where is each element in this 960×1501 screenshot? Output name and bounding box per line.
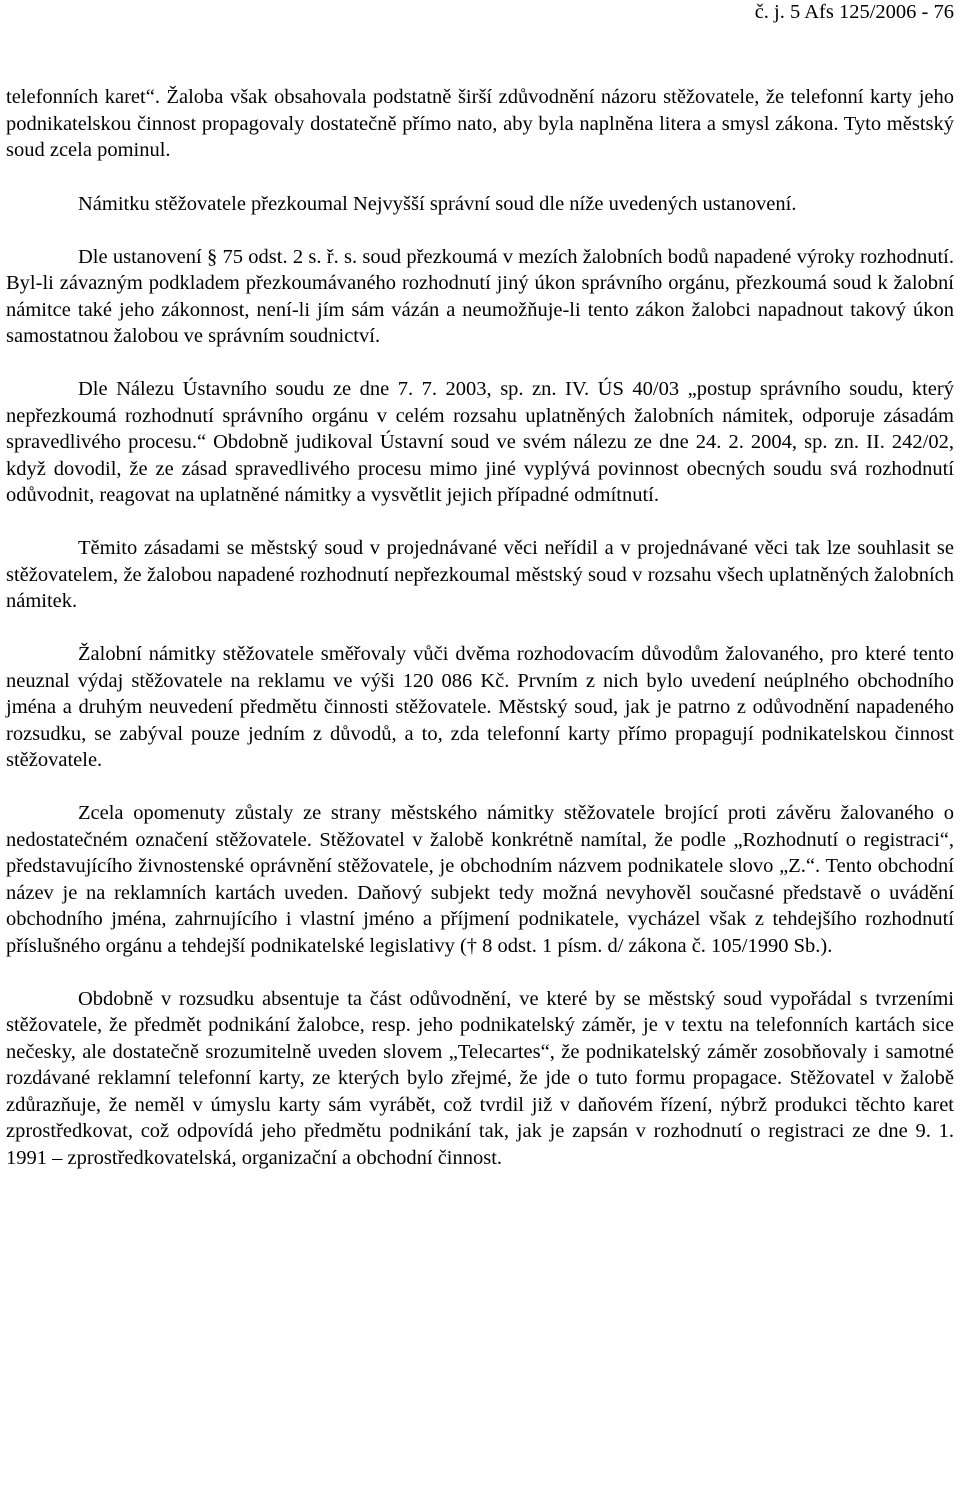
paragraph: Zcela opomenuty zůstaly ze strany městského námitky stěžovatele brojící proti závěru žalovaného o nedostatečném označení stěžovatele. Stěžovatel v žalobě konkrétně namítal, že podle „Rozhodnutí o registraci“, představujícího živnostenské oprávnění stěžovatele, je obchodním názvem podnikatele slovo „Z.“. Tento obchodní název je na reklamních kartách uveden. Daňový subjekt tedy možná nevyhověl současné představě o uvádění obchodního jména, zahrnujícího i vlastní jméno a příjmení podnikatele, vycházel však z tehdejšího rozhodnutí příslušného orgánu a tehdejší podnikatelské legislativy († 8 odst. 1 písm. d/ zákona č. 105/1990 Sb.).	[6, 802, 954, 957]
paragraph: Dle ustanovení § 75 odst. 2 s. ř. s. soud přezkoumá v mezích žalobních bodů napadené výroky rozhodnutí. Byl-li závazným podkladem přezkoumávaného rozhodnutí jiný úkon správního orgánu, přezkoumá soud k žalobní námitce také jeho zákonnost, není-li jím sám vázán a neumožňuje-li tento zákon žalobci napadnout takový úkon samostatnou žalobou ve správním soudnictví.	[6, 245, 954, 347]
paragraph: Námitku stěžovatele přezkoumal Nejvyšší správní soud dle níže uvedených ustanovení.	[78, 192, 797, 215]
document-body	[6, 84, 954, 1171]
paragraph: Žalobní námitky stěžovatele směřovaly vůči dvěma rozhodovacím důvodům žalovaného, pro které tento neuznal výdaj stěžovatele na reklamu ve výši 120 086 Kč. Prvním z nich bylo uvedení neúplného obchodního jména a druhým neuvedení předmětu činnosti stěžovatele. Městský soud, jak je patrno z odůvodnění napadeného rozsudku, se zabýval pouze jedním z důvodů, a to, zda telefonní karty přímo propagují podnikatelskou činnost stěžovatele.	[6, 643, 954, 771]
paragraph: Dle Nálezu Ústavního soudu ze dne 7. 7. 2003, sp. zn. IV. ÚS 40/03 „postup správního soudu, který nepřezkoumá rozhodnutí správního orgánu v celém rozsahu uplatněných žalobních námitek, odporuje zásadám spravedlivého procesu.“ Obdobně judikoval Ústavní soud ve svém nálezu ze dne 24. 2. 2004, sp. zn. II. 242/02, když dovodil, že ze zásad spravedlivého procesu mimo jiné vyplývá povinnost obecných soudu svá rozhodnutí odůvodnit, reagovat na uplatněné námitky a vysvětlit jejich případné odmítnutí.	[6, 378, 954, 506]
case-reference: č. j. 5 Afs 125/2006 - 76	[754, 1, 954, 23]
paragraph: Těmito zásadami se městský soud v projednávané věci neřídil a v projednávané věci tak lze souhlasit se stěžovatelem, že žalobou napadené rozhodnutí nepřezkoumal městský soud v rozsahu všech uplatněných žalobních námitek.	[6, 537, 954, 612]
paragraph: Obdobně v rozsudku absentuje ta část odůvodnění, ve které by se městský soud vypořádal s tvrzeními stěžovatele, že předmět podnikání žalobce, resp. jeho podnikatelský záměr, je v textu na telefonních kartách sice nečesky, ale dostatečně srozumitelně uveden slovem „Telecartes“, že podnikatelský záměr zosobňovaly i samotné rozdávané reklamní telefonní karty, ze kterých bylo zřejmé, že jde o tuto formu propagace. Stěžovatel v žalobě zdůrazňuje, že neměl v úmyslu karty sám vyrábět, což tvrdil již v daňovém řízení, nýbrž produkci těchto karet zprostředkovat, což odpovídá jeho předmětu podnikání tak, jak je zapsán v rozhodnutí o registraci ze dne 9. 1. 1991 – zprostředkovatelská, organizační a obchodní činnost.	[6, 987, 954, 1169]
paragraph: telefonních karet“. Žaloba však obsahovala podstatně širší zdůvodnění názoru stěžovatele, že telefonní karty jeho podnikatelskou činnost propagovaly dostatečně přímo nato, aby byla naplněna litera a smysl zákona. Tyto městský soud zcela pominul.	[6, 86, 954, 161]
